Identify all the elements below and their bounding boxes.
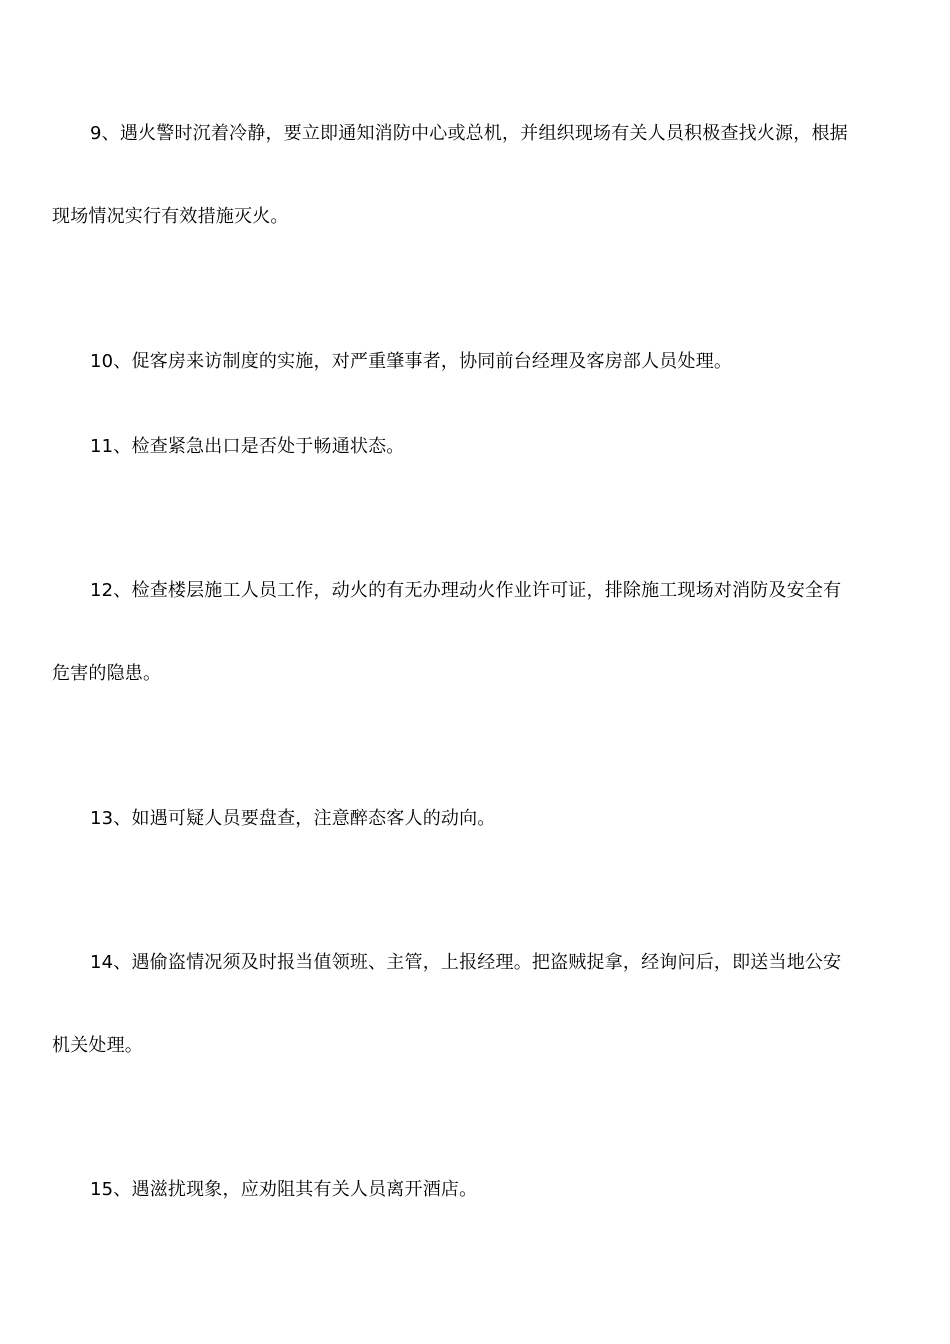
item-11-line-1: 11、检查紧急出口是否处于畅通状态。 <box>90 436 405 457</box>
item-12-line-1: 12、检查楼层施工人员工作，动火的有无办理动火作业许可证，排除施工现场对消防及安全有 <box>90 580 842 601</box>
item-14-line-2: 机关处理。 <box>52 1035 143 1056</box>
item-9-line-1: 9、遇火警时沉着冷静，要立即通知消防中心或总机，并组织现场有关人员积极查找火源，根据 <box>90 123 848 144</box>
item-13-line-1: 13、如遇可疑人员要盘查，注意醉态客人的动向。 <box>90 808 496 829</box>
item-15-line-1: 15、遇滋扰现象，应劝阻其有关人员离开酒店。 <box>90 1179 478 1200</box>
item-9-line-2: 现场情况实行有效措施灭火。 <box>52 206 289 227</box>
item-12-line-2: 危害的隐患。 <box>52 663 162 684</box>
item-14-line-1: 14、遇偷盗情况须及时报当值领班、主管，上报经理。把盗贼捉拿，经询问后，即送当地公安 <box>90 952 842 973</box>
item-10-line-1: 10、促客房来访制度的实施，对严重肇事者，协同前台经理及客房部人员处理。 <box>90 351 733 372</box>
